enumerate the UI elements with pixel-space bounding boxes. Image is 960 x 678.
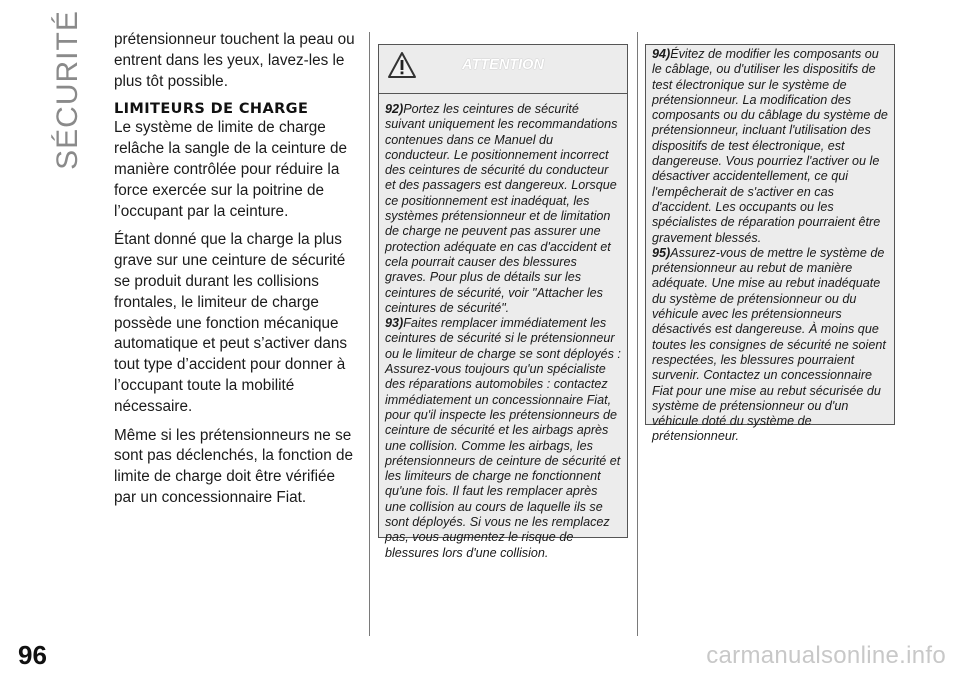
paragraph: Même si les prétensionneurs ne se sont pas déclenchés, la fonction de limite de charge doit être vérifiée par un concessionnaire Fiat. [114, 426, 353, 506]
attention-title: ATTENTION [462, 57, 544, 73]
warning-text: Évitez de modifier les composants ou le câblage, ou d'utiliser les dispositifs de test électronique sur le système de prétensionneur. La modification des composants ou du câblage du système de prétensionneur, incluant l'utilisation des dispositifs de test électronique, est dangereuse. Vous pourriez l'activer ou le désactiver accidentellement, ce qui l'empêcherait de s'activer en cas d'accident. Les occupants ou les spécialistes de réparation pourraient être gravement blessés. [652, 47, 888, 245]
attention-header [379, 45, 627, 94]
section-heading: LIMITEURS DE CHARGE [114, 101, 309, 118]
section-tab-label: SÉCURITÉ [51, 10, 84, 170]
warning-number: 95) [652, 245, 671, 260]
text-column [114, 30, 360, 517]
warning-number: 94) [652, 47, 671, 61]
paragraph: Étant donné que la charge la plus grave sur une ceinture de sécurité se produit durant les collisions frontales, le limiteur de charge possède une fonction mécanique automatique et peut s’activer dans tout type d’accident pour donner à l’occupant toute la mobilité nécessaire. [114, 231, 347, 415]
section-tab [48, 10, 88, 170]
warning-item [652, 246, 888, 445]
warning-number: 92) [385, 102, 404, 116]
warning-text: Assurez-vous de mettre le système de prétensionneur au rebut de manière adéquate. Une mise au rebut inadéquate du système de prétensionneur ou du véhicule avec les prétensionneurs désactivés est dangereuse. À moins que toutes les consignes de sécurité ne soient respectées, les blessures pourraient survenir. Contactez un concessionnaire Fiat pour une mise au rebut sécurisée du système de prétensionneur ou d'un véhicule doté du système de prétensionneur. [652, 245, 886, 444]
warning-item [385, 316, 621, 561]
column-divider-1 [369, 32, 370, 636]
warning-item [385, 102, 621, 316]
paragraph: prétensionneur touchent la peau ou entrent dans les yeux, lavez-les le plus tôt possible. [114, 31, 355, 90]
warning-text: Faites remplacer immédiatement les ceintures de sécurité si le prétensionneur ou le limiteur de charge se sont déployés : Assurez-vous toujours qu'un spécialiste des réparations automobiles : contactez immédiatement un concessionnaire Fiat, pour qu'il inspecte les prétensionneurs de ceinture de sécurité et les airbags après une collision. Comme les airbags, les prétensionneurs de ceinture de sécurité et les limiteurs de charge ne fonctionnent qu'une fois. Il faut les remplacer après une collision au cours de laquelle ils se sont déployés. Si vous ne les remplacez pas, vous augmentez le risque de blessures lors d'une collision. [385, 316, 621, 560]
page-number: 96 [18, 640, 47, 670]
attention-box-continued [645, 44, 895, 444]
warning-number: 93) [385, 316, 404, 331]
warning-item [652, 47, 888, 246]
column-divider-2 [637, 32, 638, 636]
attention-box [378, 44, 628, 560]
warning-text: Portez les ceintures de sécurité suivant uniquement les recommandations contenues dans ce Manuel du conducteur. Le positionnement incorrect des ceintures de sécurité du conducteur et des passagers est dangereux. Lorsque ce positionnement est inadéquat, les systèmes prétensionneur et de limitation de charge ne peuvent pas assurer une protection adéquate en cas d'accident et cela pourrait causer des blessures graves. Pour plus de détails sur les ceintures de sécurité, voir "Attacher les ceintures de sécurité". [385, 102, 618, 315]
watermark: carmanualsonline.info [706, 642, 946, 669]
paragraph: Le système de limite de charge relâche la sangle de la ceinture de manière contrôlée pour réduire la force exercée sur la poitrine de l’occupant par la ceinture. [114, 119, 348, 220]
